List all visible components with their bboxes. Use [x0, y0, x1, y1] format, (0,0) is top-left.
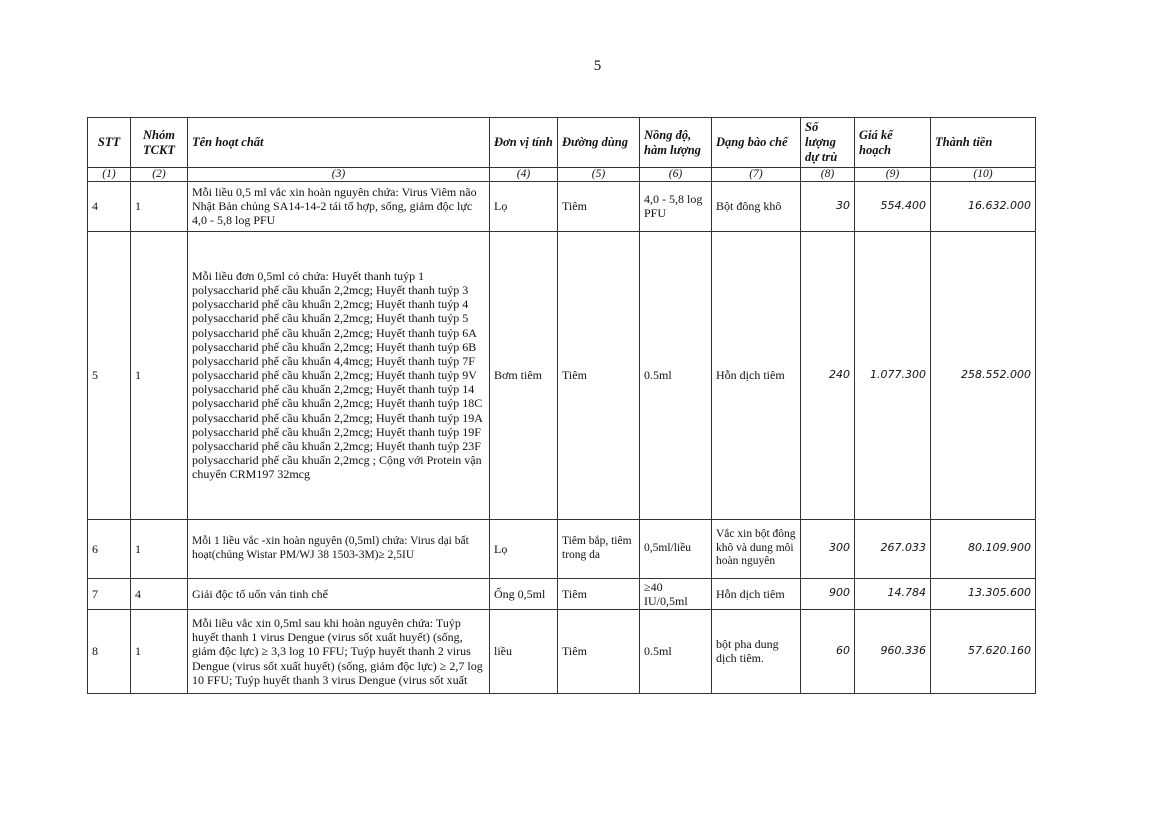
column-index: (3) [188, 168, 490, 182]
column-index: (9) [855, 168, 931, 182]
cell-so-luong: 300 [801, 519, 855, 578]
cell-gia-ke-hoach: 267.033 [855, 519, 931, 578]
column-index: (6) [640, 168, 712, 182]
cell-duong-dung: Tiêm [558, 578, 640, 609]
cell-so-luong: 900 [801, 578, 855, 609]
cell-ten-hoat-chat: Mỗi liều 0,5 ml vắc xin hoàn nguyên chứa: Virus Viêm não Nhật Bản chủng SA14-14-2 tái tổ hợp, sống, giảm độc lực 4,0 - 5,8 log PFU [188, 181, 490, 231]
cell-thanh-tien: 13.305.600 [931, 578, 1036, 609]
cell-duong-dung: Tiêm [558, 181, 640, 231]
cell-dang-bao-che: Hỗn dịch tiêm [712, 231, 801, 519]
table-row [88, 231, 1036, 519]
cell-so-luong: 60 [801, 609, 855, 693]
header-so-luong: Số lượng dự trù [801, 118, 855, 168]
header-nhom-tckt: Nhóm TCKT [131, 118, 188, 168]
cell-stt: 8 [88, 609, 131, 693]
header-duong-dung: Đường dùng [558, 118, 640, 168]
cell-nhom-tckt: 4 [131, 578, 188, 609]
cell-nong-do: 0.5ml [640, 231, 712, 519]
cell-nong-do: 4,0 - 5,8 log PFU [640, 181, 712, 231]
header-nong-do: Nồng độ, hàm lượng [640, 118, 712, 168]
cell-don-vi-tinh: liều [490, 609, 558, 693]
column-index-row [88, 168, 1036, 182]
cell-dang-bao-che: Bột đông khô [712, 181, 801, 231]
cell-nhom-tckt: 1 [131, 519, 188, 578]
column-index: (2) [131, 168, 188, 182]
header-gia-ke-hoach: Giá kế hoạch [855, 118, 931, 168]
cell-gia-ke-hoach: 960.336 [855, 609, 931, 693]
cell-stt: 7 [88, 578, 131, 609]
vaccine-price-table [87, 117, 1036, 694]
cell-nhom-tckt: 1 [131, 181, 188, 231]
cell-thanh-tien: 57.620.160 [931, 609, 1036, 693]
cell-duong-dung: Tiêm [558, 609, 640, 693]
cell-stt: 6 [88, 519, 131, 578]
header-row [88, 118, 1036, 168]
cell-dang-bao-che: bột pha dung dịch tiêm. [712, 609, 801, 693]
header-ten-hoat-chat: Tên hoạt chất [188, 118, 490, 168]
cell-duong-dung: Tiêm bắp, tiêm trong da [558, 519, 640, 578]
column-index: (7) [712, 168, 801, 182]
cell-ten-hoat-chat: Giải độc tố uốn ván tinh chế [188, 578, 490, 609]
cell-duong-dung: Tiêm [558, 231, 640, 519]
column-index: (1) [88, 168, 131, 182]
header-thanh-tien: Thành tiền [931, 118, 1036, 168]
cell-thanh-tien: 16.632.000 [931, 181, 1036, 231]
column-index: (5) [558, 168, 640, 182]
cell-gia-ke-hoach: 14.784 [855, 578, 931, 609]
cell-ten-hoat-chat: Mỗi liều đơn 0,5ml có chứa: Huyết thanh tuýp 1 polysaccharid phế cầu khuẩn 2,2mcg; Huyết thanh tuýp 3 polysaccharid phế cầu khuẩn 2,2mcg; Huyết thanh tuýp 4 polysaccharid phế cầu khuẩn 2,2mcg; Huyết thanh tuýp 5 polysaccharid phế cầu khuẩn 2,2mcg; Huyết thanh tuýp 6A polysaccharid phế cầu khuẩn 2,2mcg; Huyết thanh tuýp 6B polysaccharid phế cầu khuẩn 4,4mcg; Huyết thanh tuýp 7F polysaccharid phế cầu khuẩn 2,2mcg; Huyết thanh tuýp 9V polysaccharid phế cầu khuẩn 2,2mcg; Huyết thanh tuýp 14 polysaccharid phế cầu khuẩn 2,2mcg; Huyết thanh tuýp 18C polysaccharid phế cầu khuẩn 2,2mcg; Huyết thanh tuýp 19A polysaccharid phế cầu khuẩn 2,2mcg; Huyết thanh tuýp 19F polysaccharid phế cầu khuẩn 2,2mcg; Huyết thanh tuýp 23F polysaccharid phế cầu khuẩn 2,2mcg ; Cộng với Protein vận chuyển CRM197 32mcg [188, 231, 490, 519]
cell-so-luong: 30 [801, 181, 855, 231]
cell-nong-do: 0.5ml [640, 609, 712, 693]
cell-stt: 4 [88, 181, 131, 231]
cell-thanh-tien: 258.552.000 [931, 231, 1036, 519]
cell-don-vi-tinh: Bơm tiêm [490, 231, 558, 519]
cell-dang-bao-che: Hỗn dịch tiêm [712, 578, 801, 609]
header-don-vi-tinh: Đơn vị tính [490, 118, 558, 168]
cell-so-luong: 240 [801, 231, 855, 519]
table-row [88, 519, 1036, 578]
header-dang-bao-che: Dạng bào chế [712, 118, 801, 168]
cell-nong-do: 0,5ml/liều [640, 519, 712, 578]
column-index: (4) [490, 168, 558, 182]
column-index: (10) [931, 168, 1036, 182]
cell-nhom-tckt: 1 [131, 609, 188, 693]
cell-don-vi-tinh: Ống 0,5ml [490, 578, 558, 609]
cell-gia-ke-hoach: 1.077.300 [855, 231, 931, 519]
cell-nong-do: ≥40 IU/0,5ml [640, 578, 712, 609]
table-row [88, 578, 1036, 609]
cell-ten-hoat-chat: Mỗi 1 liều vắc -xin hoàn nguyên (0,5ml) chứa: Virus dại bất hoạt(chủng Wistar PM/WJ 38 1503-3M)≥ 2,5IU [188, 519, 490, 578]
page-number: 5 [593, 58, 602, 74]
table-row [88, 181, 1036, 231]
header-stt: STT [88, 118, 131, 168]
table-row [88, 609, 1036, 693]
cell-ten-hoat-chat: Mỗi liều vắc xin 0,5ml sau khi hoàn nguyên chứa: Tuýp huyết thanh 1 virus Dengue (virus sốt xuất huyết) (sống, giảm độc lực) ≥ 3,3 log 10 FFU; Tuýp huyết thanh 2 virus Dengue (virus sốt xuất huyết) (sống, giảm độc lực) ≥ 2,7 log 10 FFU; Tuýp huyết thanh 3 virus Dengue (virus sốt xuất [188, 609, 490, 693]
cell-don-vi-tinh: Lọ [490, 181, 558, 231]
cell-don-vi-tinh: Lọ [490, 519, 558, 578]
cell-gia-ke-hoach: 554.400 [855, 181, 931, 231]
cell-nhom-tckt: 1 [131, 231, 188, 519]
cell-thanh-tien: 80.109.900 [931, 519, 1036, 578]
column-index: (8) [801, 168, 855, 182]
cell-stt: 5 [88, 231, 131, 519]
cell-dang-bao-che: Vắc xin bột đông khô và dung môi hoàn nguyên [712, 519, 801, 578]
